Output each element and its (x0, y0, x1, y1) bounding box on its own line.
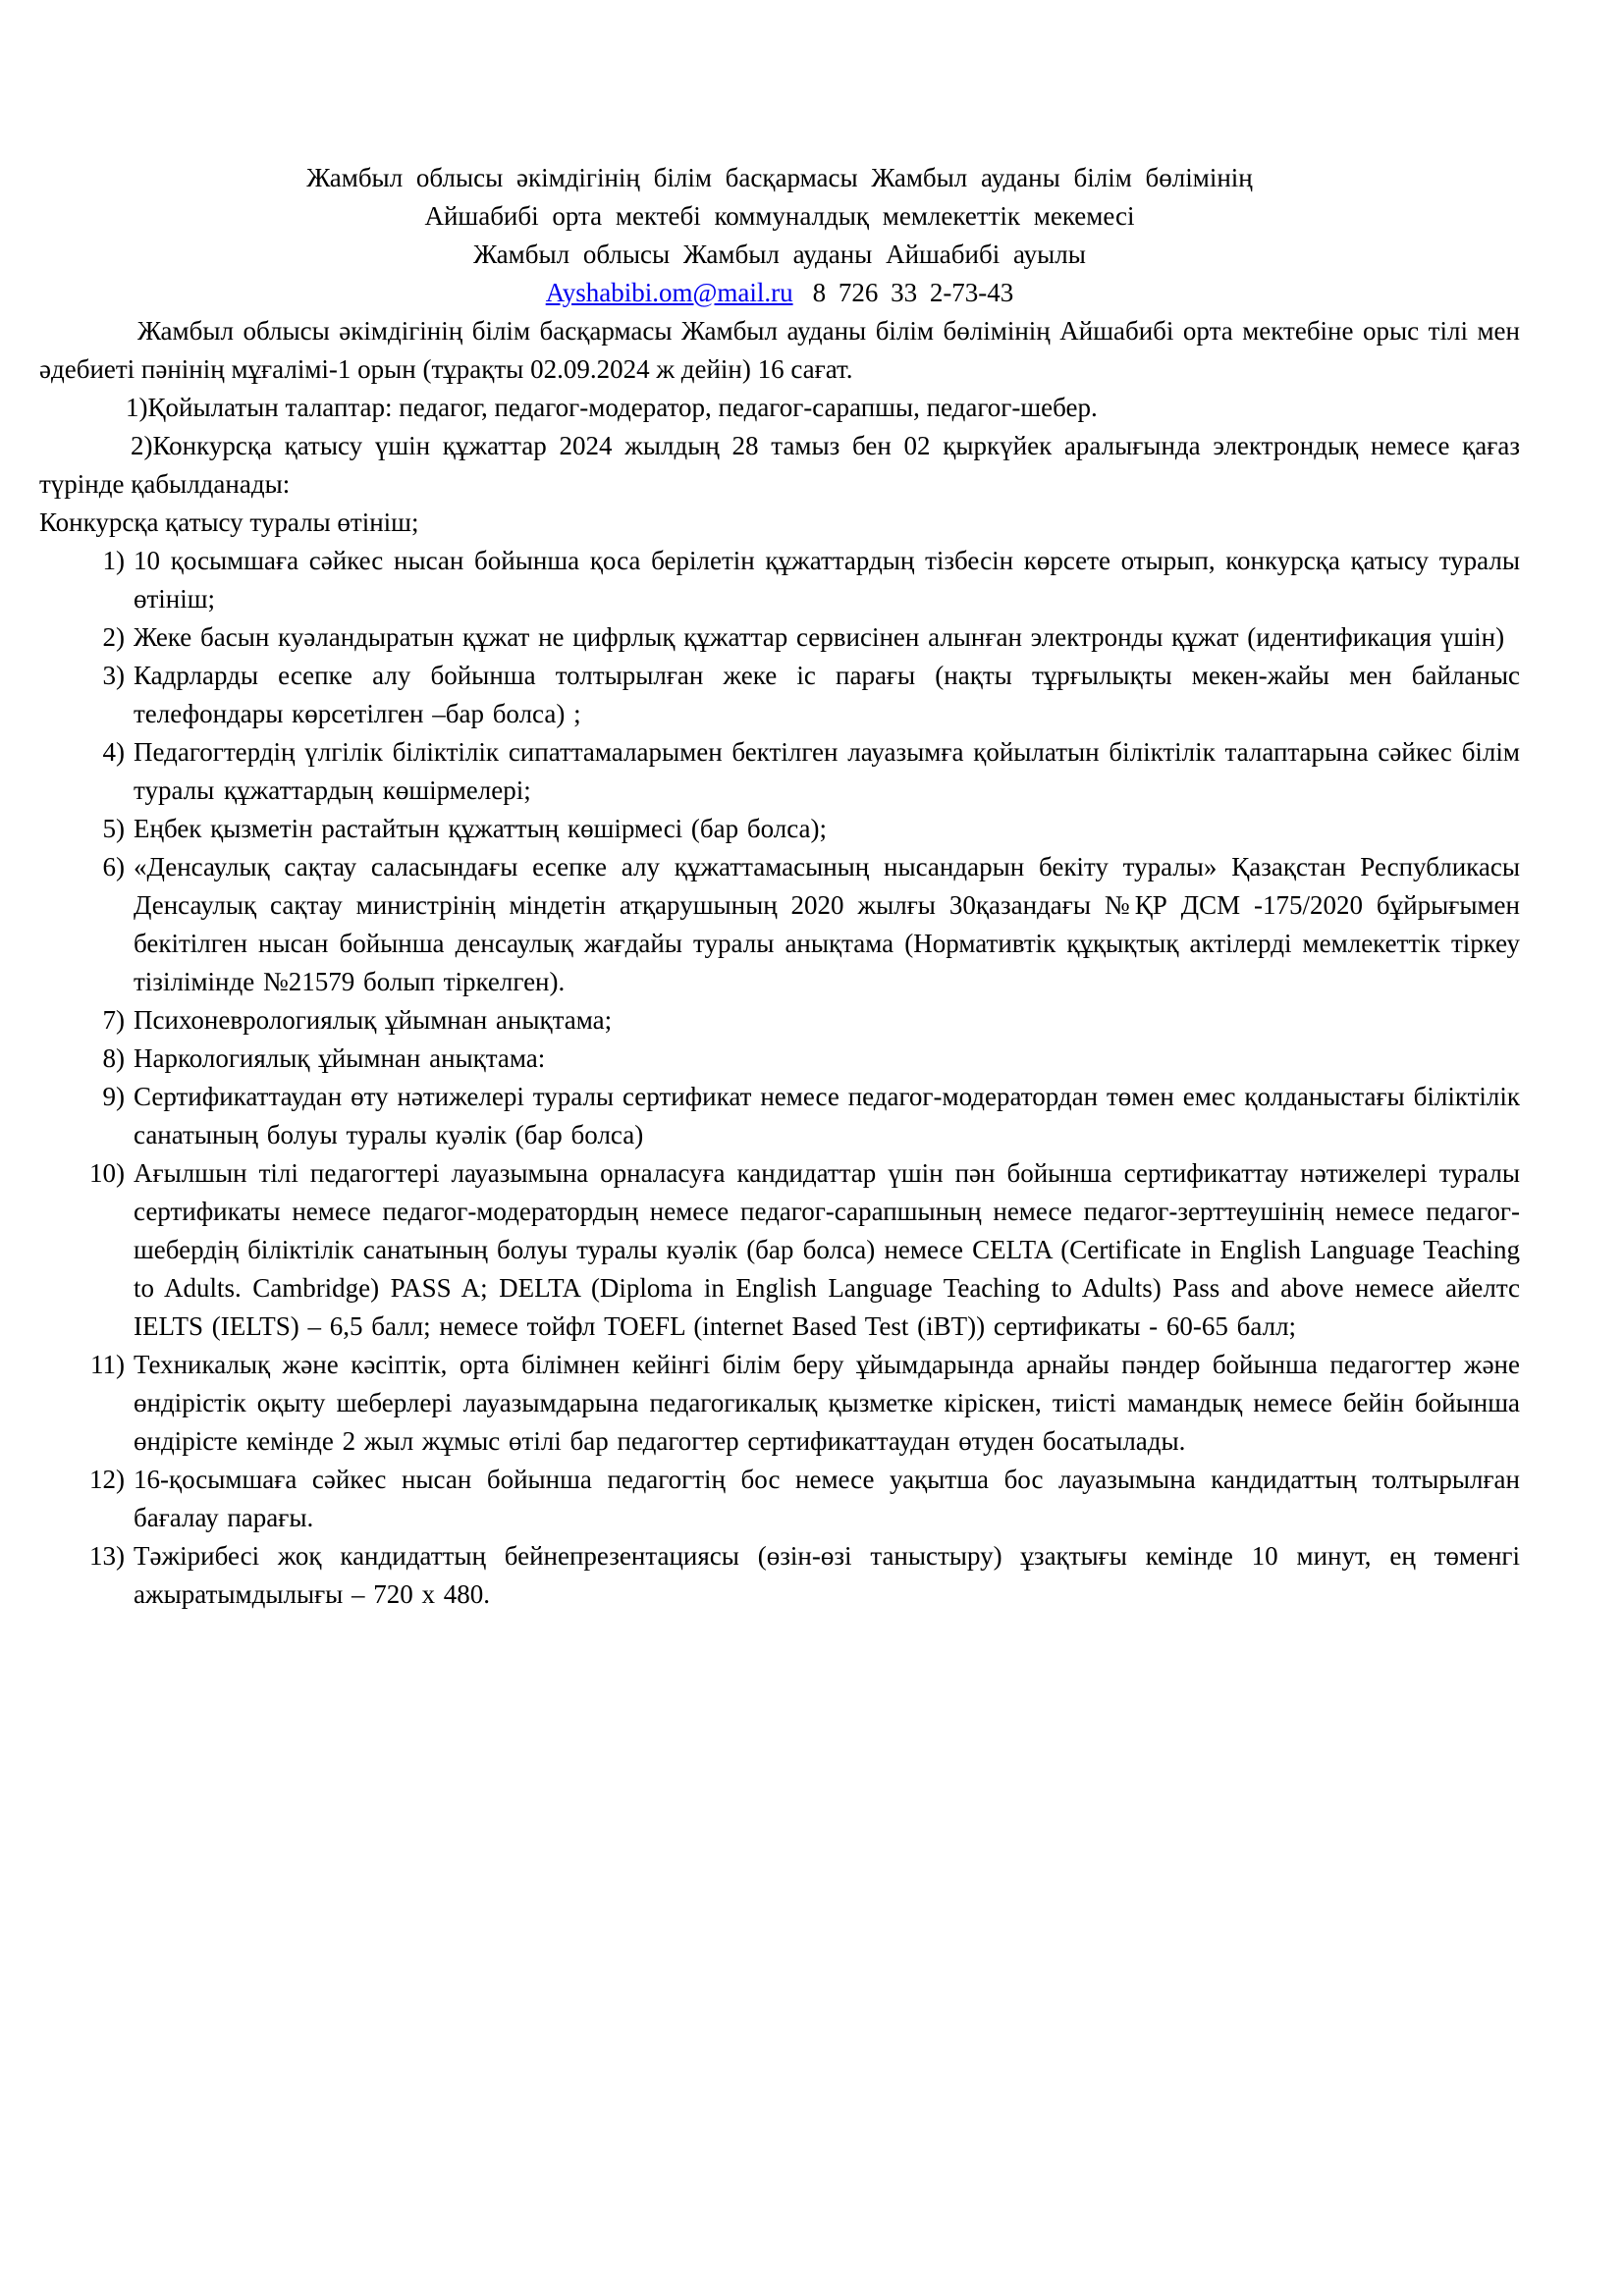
list-item (39, 1078, 1520, 1154)
list-item-text: 10 қосымшаға сәйкес нысан бойынша қоса берілетін құжаттардың тізбесін көрсете отырып, конкурсқа қатысу туралы өтініш; (134, 546, 1520, 614)
list-item-text: Еңбек қызметін растайтын құжаттың көшірмесі (бар болса); (134, 814, 828, 843)
list-item-number: 9) (102, 1082, 125, 1111)
header-line-3: Жамбыл облысы Жамбыл ауданы Айшабибі ауылы (473, 240, 1086, 269)
list-item-text: Наркологиялық ұйымнан анықтама: (134, 1043, 546, 1073)
header-line-2: Айшабибі орта мектебі коммуналдық мемлекеттік мекемесі (424, 201, 1135, 231)
document-list (39, 542, 1520, 1614)
requirements-paragraph: 1)Қойылатын талаптар: педагог, педагог-модератор, педагог-сарапшы, педагог-шебер. (126, 393, 1098, 422)
list-item-text: Техникалық және кәсіптік, орта білімнен кейінгі білім беру ұйымдарында арнайы пәндер бойынша педагогтер және өндірістік оқыту шеберлері лауазымдарына педагогикалық қызметке кіріскен, тиісті мамандық немесе бейін бойынша өндірісте кемінде 2 жыл жұмыс өтілі бар педагогтер сертификаттаудан өтуден босатылады. (134, 1350, 1520, 1456)
list-item (39, 657, 1520, 733)
list-item (39, 1001, 1520, 1040)
list-item (39, 542, 1520, 618)
list-item (39, 1461, 1520, 1537)
list-item-number: 2) (102, 622, 125, 652)
list-item-number: 10) (89, 1158, 125, 1188)
list-item-number: 12) (89, 1465, 125, 1494)
list-item-text: Сертификаттаудан өту нәтижелері туралы сертификат немесе педагог-модератордан төмен емес қолданыстағы біліктілік санатының болуы туралы куәлік (бар болса) (134, 1082, 1520, 1149)
list-item-text: Педагогтердің үлгілік біліктілік сипаттамаларымен бектілген лауазымға қойылатын біліктілік талаптарына сәйкес білім туралы құжаттардың көшірмелері; (134, 737, 1520, 805)
email-link[interactable]: Ayshabibi.om@mail.ru (545, 278, 793, 307)
list-item-text: Тәжірибесі жоқ кандидаттың бейнепрезентациясы (өзін-өзі таныстыру) ұзақтығы кемінде 10 минут, ең төменгі ажыратымдылығы – 720 х 480. (134, 1541, 1520, 1609)
list-item-number: 3) (102, 661, 125, 690)
list-item-number: 8) (102, 1043, 125, 1073)
document-body (39, 159, 1520, 1614)
announcement-paragraph: Жамбыл облысы әкімдігінің білім басқармасы Жамбыл ауданы білім бөлімінің Айшабибі орта мектебіне орыс тілі мен әдебиеті пәнінің мұғалімі-1 орын (тұрақты 02.09.2024 ж дейін) 16 сағат. (39, 316, 1520, 384)
list-item-number: 4) (102, 737, 125, 767)
phone-number: 8 726 33 2-73-43 (812, 278, 1014, 307)
list-item-text: 16-қосымшаға сәйкес нысан бойынша педагогтің бос немесе уақытша бос лауазымына кандидаттың толтырылған бағалау парағы. (134, 1465, 1520, 1532)
list-item-number: 1) (102, 546, 125, 575)
list-item (39, 1040, 1520, 1078)
list-item (39, 1537, 1520, 1614)
contact-line (39, 274, 1520, 312)
list-item (39, 810, 1520, 848)
documents-paragraph: 2)Конкурсқа қатысу үшін құжаттар 2024 жылдың 28 тамыз бен 02 қыркүйек аралығында электрондық немесе қағаз түрінде қабылданады: (39, 431, 1520, 499)
list-item-number: 11) (90, 1350, 125, 1379)
list-item (39, 1154, 1520, 1346)
list-item (39, 1346, 1520, 1461)
list-item-text: Ағылшын тілі педагогтері лауазымына орналасуға кандидаттар үшін пән бойынша сертификаттау нәтижелері туралы сертификаты немесе педагог-модератордың немесе педагог-сарапшының немесе педагог-зерттеушінің немесе педагог-шебердің біліктілік санатының болуы туралы куәлік (бар болса) немесе CELTA (Certificate in English Language Teaching to Adults. Cambridge) PASS A; DELTA (Diploma in English Language Teaching to Adults) Pass and above немесе айелтс IELTS (IELTS) – 6,5 балл; немесе тойфл TOEFL (internet Based Test (iBT)) сертификаты - 60-65 балл; (134, 1158, 1520, 1341)
list-item-number: 13) (89, 1541, 125, 1571)
list-item-text: Жеке басын куәландыратын құжат не цифрлық құжаттар сервисінен алынған электронды құжат (идентификация үшін) (134, 622, 1505, 652)
list-item-text: «Денсаулық сақтау саласындағы есепке алу құжаттамасының нысандарын бекіту туралы» Қазақстан Республикасы Денсаулық сақтау министрінің міндетін атқарушының 2020 жылғы 30қазандағы №ҚР ДСМ -175/2020 бұйрығымен бекітілген нысан бойынша денсаулық жағдайы туралы анықтама (Нормативтік құқықтық актілерді мемлекеттік тіркеу тізілімінде №21579 болып тіркелген). (134, 852, 1520, 996)
application-heading: Конкурсқа қатысу туралы өтініш; (39, 507, 419, 537)
list-item (39, 618, 1520, 657)
list-item (39, 848, 1520, 1001)
list-item-text: Психоневрологиялық ұйымнан анықтама; (134, 1005, 613, 1035)
header-line-1: Жамбыл облысы әкімдігінің білім басқармасы Жамбыл ауданы білім бөлімінің (306, 163, 1253, 192)
list-item-number: 6) (102, 852, 125, 881)
list-item-text: Кадрларды есепке алу бойынша толтырылған жеке іс парағы (нақты тұрғылықты мекен-жайы мен байланыс телефондары көрсетілген –бар болса) ; (134, 661, 1520, 728)
list-item-number: 7) (102, 1005, 125, 1035)
list-item (39, 733, 1520, 810)
list-item-number: 5) (102, 814, 125, 843)
